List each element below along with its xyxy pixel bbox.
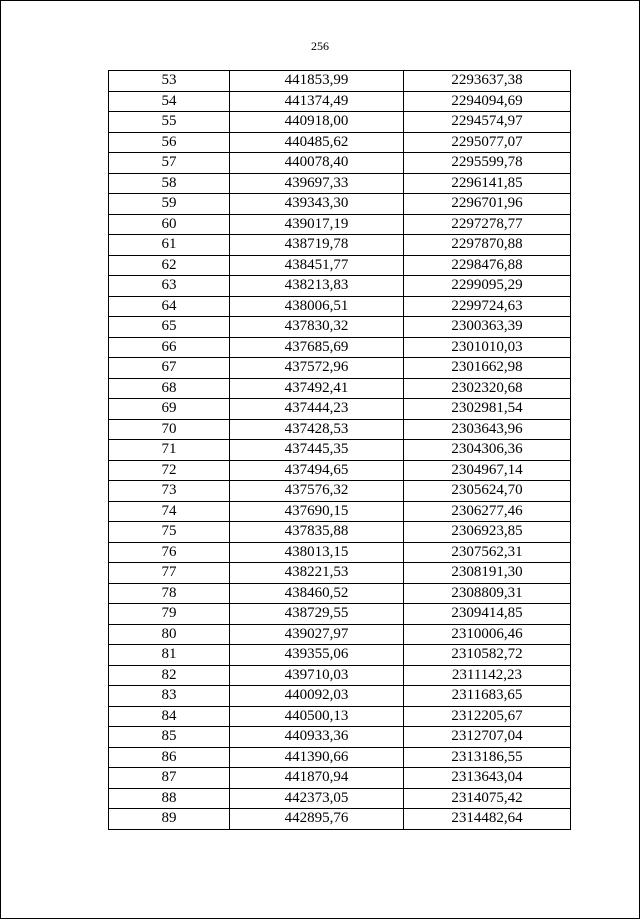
table-row bbox=[109, 276, 571, 297]
x-coordinate-cell: 441390,66 bbox=[230, 747, 404, 768]
point-number-cell: 67 bbox=[109, 358, 230, 379]
table-row bbox=[109, 337, 571, 358]
y-coordinate-cell: 2306277,46 bbox=[404, 501, 571, 522]
table-row bbox=[109, 378, 571, 399]
table-row bbox=[109, 604, 571, 625]
point-number-cell: 72 bbox=[109, 460, 230, 481]
y-coordinate-cell: 2314482,64 bbox=[404, 809, 571, 830]
x-coordinate-cell: 438460,52 bbox=[230, 583, 404, 604]
table-row bbox=[109, 419, 571, 440]
point-number-cell: 86 bbox=[109, 747, 230, 768]
x-coordinate-cell: 437690,15 bbox=[230, 501, 404, 522]
x-coordinate-cell: 438719,78 bbox=[230, 235, 404, 256]
table-row bbox=[109, 214, 571, 235]
y-coordinate-cell: 2307562,31 bbox=[404, 542, 571, 563]
x-coordinate-cell: 439027,97 bbox=[230, 624, 404, 645]
x-coordinate-cell: 438006,51 bbox=[230, 296, 404, 317]
point-number-cell: 75 bbox=[109, 522, 230, 543]
table-row bbox=[109, 194, 571, 215]
table-row bbox=[109, 563, 571, 584]
table-row bbox=[109, 522, 571, 543]
table-row bbox=[109, 624, 571, 645]
table-row bbox=[109, 768, 571, 789]
y-coordinate-cell: 2308191,30 bbox=[404, 563, 571, 584]
table-row bbox=[109, 747, 571, 768]
x-coordinate-cell: 440933,36 bbox=[230, 727, 404, 748]
y-coordinate-cell: 2294094,69 bbox=[404, 91, 571, 112]
point-number-cell: 55 bbox=[109, 112, 230, 133]
point-number-cell: 68 bbox=[109, 378, 230, 399]
table-row bbox=[109, 727, 571, 748]
point-number-cell: 85 bbox=[109, 727, 230, 748]
y-coordinate-cell: 2302981,54 bbox=[404, 399, 571, 420]
table-row bbox=[109, 71, 571, 92]
y-coordinate-cell: 2308809,31 bbox=[404, 583, 571, 604]
x-coordinate-cell: 438213,83 bbox=[230, 276, 404, 297]
x-coordinate-cell: 441870,94 bbox=[230, 768, 404, 789]
x-coordinate-cell: 441853,99 bbox=[230, 71, 404, 92]
point-number-cell: 69 bbox=[109, 399, 230, 420]
point-number-cell: 65 bbox=[109, 317, 230, 338]
y-coordinate-cell: 2294574,97 bbox=[404, 112, 571, 133]
x-coordinate-cell: 439343,30 bbox=[230, 194, 404, 215]
table-row bbox=[109, 399, 571, 420]
point-number-cell: 62 bbox=[109, 255, 230, 276]
table-row bbox=[109, 440, 571, 461]
y-coordinate-cell: 2299724,63 bbox=[404, 296, 571, 317]
table-row bbox=[109, 91, 571, 112]
y-coordinate-cell: 2301010,03 bbox=[404, 337, 571, 358]
y-coordinate-cell: 2311142,23 bbox=[404, 665, 571, 686]
x-coordinate-cell: 439697,33 bbox=[230, 173, 404, 194]
y-coordinate-cell: 2301662,98 bbox=[404, 358, 571, 379]
point-number-cell: 83 bbox=[109, 686, 230, 707]
point-number-cell: 64 bbox=[109, 296, 230, 317]
x-coordinate-cell: 437835,88 bbox=[230, 522, 404, 543]
point-number-cell: 78 bbox=[109, 583, 230, 604]
point-number-cell: 59 bbox=[109, 194, 230, 215]
point-number-cell: 60 bbox=[109, 214, 230, 235]
point-number-cell: 71 bbox=[109, 440, 230, 461]
x-coordinate-cell: 438013,15 bbox=[230, 542, 404, 563]
table-row bbox=[109, 255, 571, 276]
y-coordinate-cell: 2295599,78 bbox=[404, 153, 571, 174]
y-coordinate-cell: 2304967,14 bbox=[404, 460, 571, 481]
table-row bbox=[109, 809, 571, 830]
point-number-cell: 74 bbox=[109, 501, 230, 522]
point-number-cell: 66 bbox=[109, 337, 230, 358]
point-number-cell: 54 bbox=[109, 91, 230, 112]
table-row bbox=[109, 317, 571, 338]
table-row bbox=[109, 460, 571, 481]
point-number-cell: 58 bbox=[109, 173, 230, 194]
table-row bbox=[109, 132, 571, 153]
y-coordinate-cell: 2302320,68 bbox=[404, 378, 571, 399]
point-number-cell: 63 bbox=[109, 276, 230, 297]
table-row bbox=[109, 173, 571, 194]
y-coordinate-cell: 2310582,72 bbox=[404, 645, 571, 666]
x-coordinate-cell: 437830,32 bbox=[230, 317, 404, 338]
point-number-cell: 77 bbox=[109, 563, 230, 584]
point-number-cell: 80 bbox=[109, 624, 230, 645]
page-number: 256 bbox=[311, 39, 329, 53]
y-coordinate-cell: 2303643,96 bbox=[404, 419, 571, 440]
point-number-cell: 88 bbox=[109, 788, 230, 809]
x-coordinate-cell: 437445,35 bbox=[230, 440, 404, 461]
x-coordinate-cell: 440500,13 bbox=[230, 706, 404, 727]
x-coordinate-cell: 438451,77 bbox=[230, 255, 404, 276]
table-row bbox=[109, 788, 571, 809]
x-coordinate-cell: 437685,69 bbox=[230, 337, 404, 358]
point-number-cell: 57 bbox=[109, 153, 230, 174]
table-row bbox=[109, 542, 571, 563]
y-coordinate-cell: 2305624,70 bbox=[404, 481, 571, 502]
y-coordinate-cell: 2310006,46 bbox=[404, 624, 571, 645]
x-coordinate-cell: 439710,03 bbox=[230, 665, 404, 686]
table-row bbox=[109, 112, 571, 133]
y-coordinate-cell: 2295077,07 bbox=[404, 132, 571, 153]
x-coordinate-cell: 440078,40 bbox=[230, 153, 404, 174]
table-row bbox=[109, 481, 571, 502]
x-coordinate-cell: 437428,53 bbox=[230, 419, 404, 440]
y-coordinate-cell: 2312205,67 bbox=[404, 706, 571, 727]
point-number-cell: 87 bbox=[109, 768, 230, 789]
y-coordinate-cell: 2298476,88 bbox=[404, 255, 571, 276]
point-number-cell: 61 bbox=[109, 235, 230, 256]
x-coordinate-cell: 437576,32 bbox=[230, 481, 404, 502]
y-coordinate-cell: 2304306,36 bbox=[404, 440, 571, 461]
point-number-cell: 76 bbox=[109, 542, 230, 563]
y-coordinate-cell: 2296701,96 bbox=[404, 194, 571, 215]
y-coordinate-cell: 2311683,65 bbox=[404, 686, 571, 707]
y-coordinate-cell: 2297870,88 bbox=[404, 235, 571, 256]
y-coordinate-cell: 2314075,42 bbox=[404, 788, 571, 809]
x-coordinate-cell: 440918,00 bbox=[230, 112, 404, 133]
x-coordinate-cell: 440092,03 bbox=[230, 686, 404, 707]
y-coordinate-cell: 2300363,39 bbox=[404, 317, 571, 338]
x-coordinate-cell: 441374,49 bbox=[230, 91, 404, 112]
y-coordinate-cell: 2312707,04 bbox=[404, 727, 571, 748]
y-coordinate-cell: 2296141,85 bbox=[404, 173, 571, 194]
point-number-cell: 81 bbox=[109, 645, 230, 666]
y-coordinate-cell: 2297278,77 bbox=[404, 214, 571, 235]
y-coordinate-cell: 2313186,55 bbox=[404, 747, 571, 768]
table-row bbox=[109, 358, 571, 379]
table-row bbox=[109, 583, 571, 604]
table-row bbox=[109, 645, 571, 666]
point-number-cell: 82 bbox=[109, 665, 230, 686]
x-coordinate-cell: 437444,23 bbox=[230, 399, 404, 420]
point-number-cell: 56 bbox=[109, 132, 230, 153]
point-number-cell: 89 bbox=[109, 809, 230, 830]
y-coordinate-cell: 2306923,85 bbox=[404, 522, 571, 543]
y-coordinate-cell: 2293637,38 bbox=[404, 71, 571, 92]
x-coordinate-cell: 442373,05 bbox=[230, 788, 404, 809]
x-coordinate-cell: 438729,55 bbox=[230, 604, 404, 625]
x-coordinate-cell: 440485,62 bbox=[230, 132, 404, 153]
x-coordinate-cell: 439355,06 bbox=[230, 645, 404, 666]
x-coordinate-cell: 437494,65 bbox=[230, 460, 404, 481]
table-row bbox=[109, 153, 571, 174]
x-coordinate-cell: 442895,76 bbox=[230, 809, 404, 830]
point-number-cell: 73 bbox=[109, 481, 230, 502]
table-row bbox=[109, 296, 571, 317]
y-coordinate-cell: 2299095,29 bbox=[404, 276, 571, 297]
y-coordinate-cell: 2309414,85 bbox=[404, 604, 571, 625]
point-number-cell: 70 bbox=[109, 419, 230, 440]
table-row bbox=[109, 706, 571, 727]
table-row bbox=[109, 235, 571, 256]
x-coordinate-cell: 438221,53 bbox=[230, 563, 404, 584]
point-number-cell: 53 bbox=[109, 71, 230, 92]
coordinates-table-body bbox=[109, 71, 571, 830]
table-row bbox=[109, 501, 571, 522]
point-number-cell: 84 bbox=[109, 706, 230, 727]
coordinates-table bbox=[108, 70, 571, 830]
x-coordinate-cell: 439017,19 bbox=[230, 214, 404, 235]
y-coordinate-cell: 2313643,04 bbox=[404, 768, 571, 789]
x-coordinate-cell: 437492,41 bbox=[230, 378, 404, 399]
x-coordinate-cell: 437572,96 bbox=[230, 358, 404, 379]
point-number-cell: 79 bbox=[109, 604, 230, 625]
table-row bbox=[109, 665, 571, 686]
table-row bbox=[109, 686, 571, 707]
